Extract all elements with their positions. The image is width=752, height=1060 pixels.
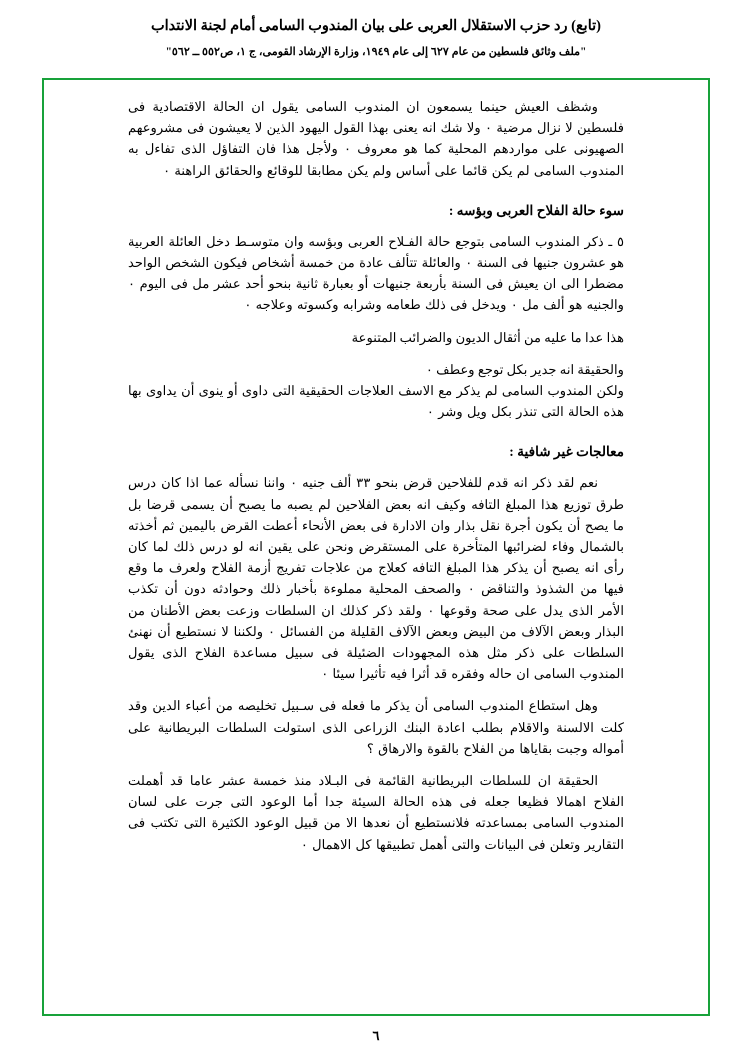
paragraph-agricultural-bank: وهل استطاع المندوب السامى أن يذكر ما فعله فى سـبيل تخليصه من أعباء الدين وقد كلت الالسنة والاقلام بطلب اعادة البنك الزراعى الذى استولت السلطات البريطانية على أمواله وجبت بقاياها من الفلاح بالقوة والارهاق ؟ xyxy=(128,698,624,756)
document-source-citation: "ملف وثائق فلسطين من عام ٦٢٧ إلى عام ١٩٤٩، وزارة الإرشاد القومى، ج ١، ص٥٥٢ ــ ٥٦٢" xyxy=(165,45,587,58)
paragraph-economic-situation: وشظف العيش حينما يسمعون ان المندوب السامى يقول ان الحالة الاقتصادية فى فلسطين لا نزال مرضية ٠ ولا شك انه يعنى بهذا القول اليهود الذين لا يعيشون فى مشروعهم الصهيونى على مواردهم المحلية كما هو معروف ٠ ولأجل هذا فان التفاؤل الذى تفاءل به المندوب السامى لم يكن قائما على أساس ولم يكن مطابقا للوقائع والحقائق الراهنة ٠ xyxy=(128,99,624,178)
page-number: ٦ xyxy=(372,1028,380,1043)
section-heading-peasant-condition: سوء حالة الفلاح العربى وبؤسه : xyxy=(448,202,624,218)
paragraph-peasant-income: ٥ ـ ذكر المندوب السامى بتوجع حالة الفـلاح العربى وبؤسه وان متوسـط دخل العائلة العربية هو عشرون جنيها فى السنة ٠ والعائلة تتألف عادة من خمسة أشخاص فيكون الشخص الواحد مضطرا الى ان يعيش فى السنة بأربعة جنيهات أو بعبارة ثانية بنحو أحد عشر مل فى اليوم ٠ والجنيه هو ألف مل ٠ ويدخل فى ذلك طعامه وشرابه وكسوته وعلاجه ٠ xyxy=(128,233,625,313)
paragraph-loan-criticism: نعم لقد ذكر انه قدم للفلاحين قرض بنحو ٣٣ ألف جنيه ٠ واننا نسأله عما اذا كان درس طرق توزيع هذا المبلغ التافه وكيف انه بعض الفلاحين لم يصبه ما يصبح أن يسمى قرضا بل ما يصح أن يكون أجرة نقل بذار وان الادارة فى بعض الأنحاء أعطت القرض باليمين ثم أخذته بالشمال وفاء لضرائبها المتأخرة على المستقرض ونحن على يقين انه لو درس ذلك لما كان رأى انه يصبح أن يذكر هذا المبلغ التافه كعلاج من علاجات تفريج أزمة الفلاح ولعرف ما وقع فيها من الشذوذ والتناقض ٠ والصحف المحلية مملوءة بأخبار ذلك وحوادثه دون أن تكذب الأمر الذى يدل على صحة وقوعها ٠ ولقد ذكر كذلك ان السلطات وزعت بعض الأطنان من البذار وبعض الآلاف من البيض وبعض الآلاف القليلة من الفسائل ٠ ولكننا لا نستطيع أن نهنئ السلطات على ذكر مثل هذه المجهودات الضئيلة فى سبيل مساعدة الفلاح الذى يقول المندوب السامى ان حاله وفقره قد أثرا فيه تأثيرا سيئا ٠ xyxy=(128,475,625,682)
paragraph-british-neglect: الحقيقة ان للسلطات البريطانية القائمة فى البـلاد منذ خمسة عشر عاما قد أهملت الفلاح اهمالا فظيعا جعله فى هذه الحالة السيئة جدا أما الوعود التى جرت على لسان المندوب السامى بمساعدته فلانستطيع أن نعدها الا من قبيل الوعود الكثيرة التى تكتب فى التقارير وتعلن فى البيانات والتى أهمل تطبيقها كل الاهمال ٠ xyxy=(128,773,624,852)
paragraph-no-real-remedies: ولكن المندوب السامى لم يذكر مع الاسف العلاجات الحقيقية التى داوى أو ينوى أن يداوى بها هذه الحالة التى تنذر بكل ويل وشر ٠ xyxy=(128,383,624,420)
paragraph-sympathy: والحقيقة انه جدير بكل توجع وعطف ٠ xyxy=(425,361,624,377)
document-body xyxy=(128,96,624,1060)
document-title: (تابع) رد حزب الاستقلال العربى على بيان المندوب السامى أمام لجنة الانتداب xyxy=(151,18,601,34)
paragraph-debts-taxes: هذا عدا ما عليه من أثقال الديون والضرائب المتنوعة xyxy=(351,329,624,345)
page-header xyxy=(0,0,752,58)
section-heading-insufficient-treatments: معالجات غير شافية : xyxy=(509,444,624,460)
